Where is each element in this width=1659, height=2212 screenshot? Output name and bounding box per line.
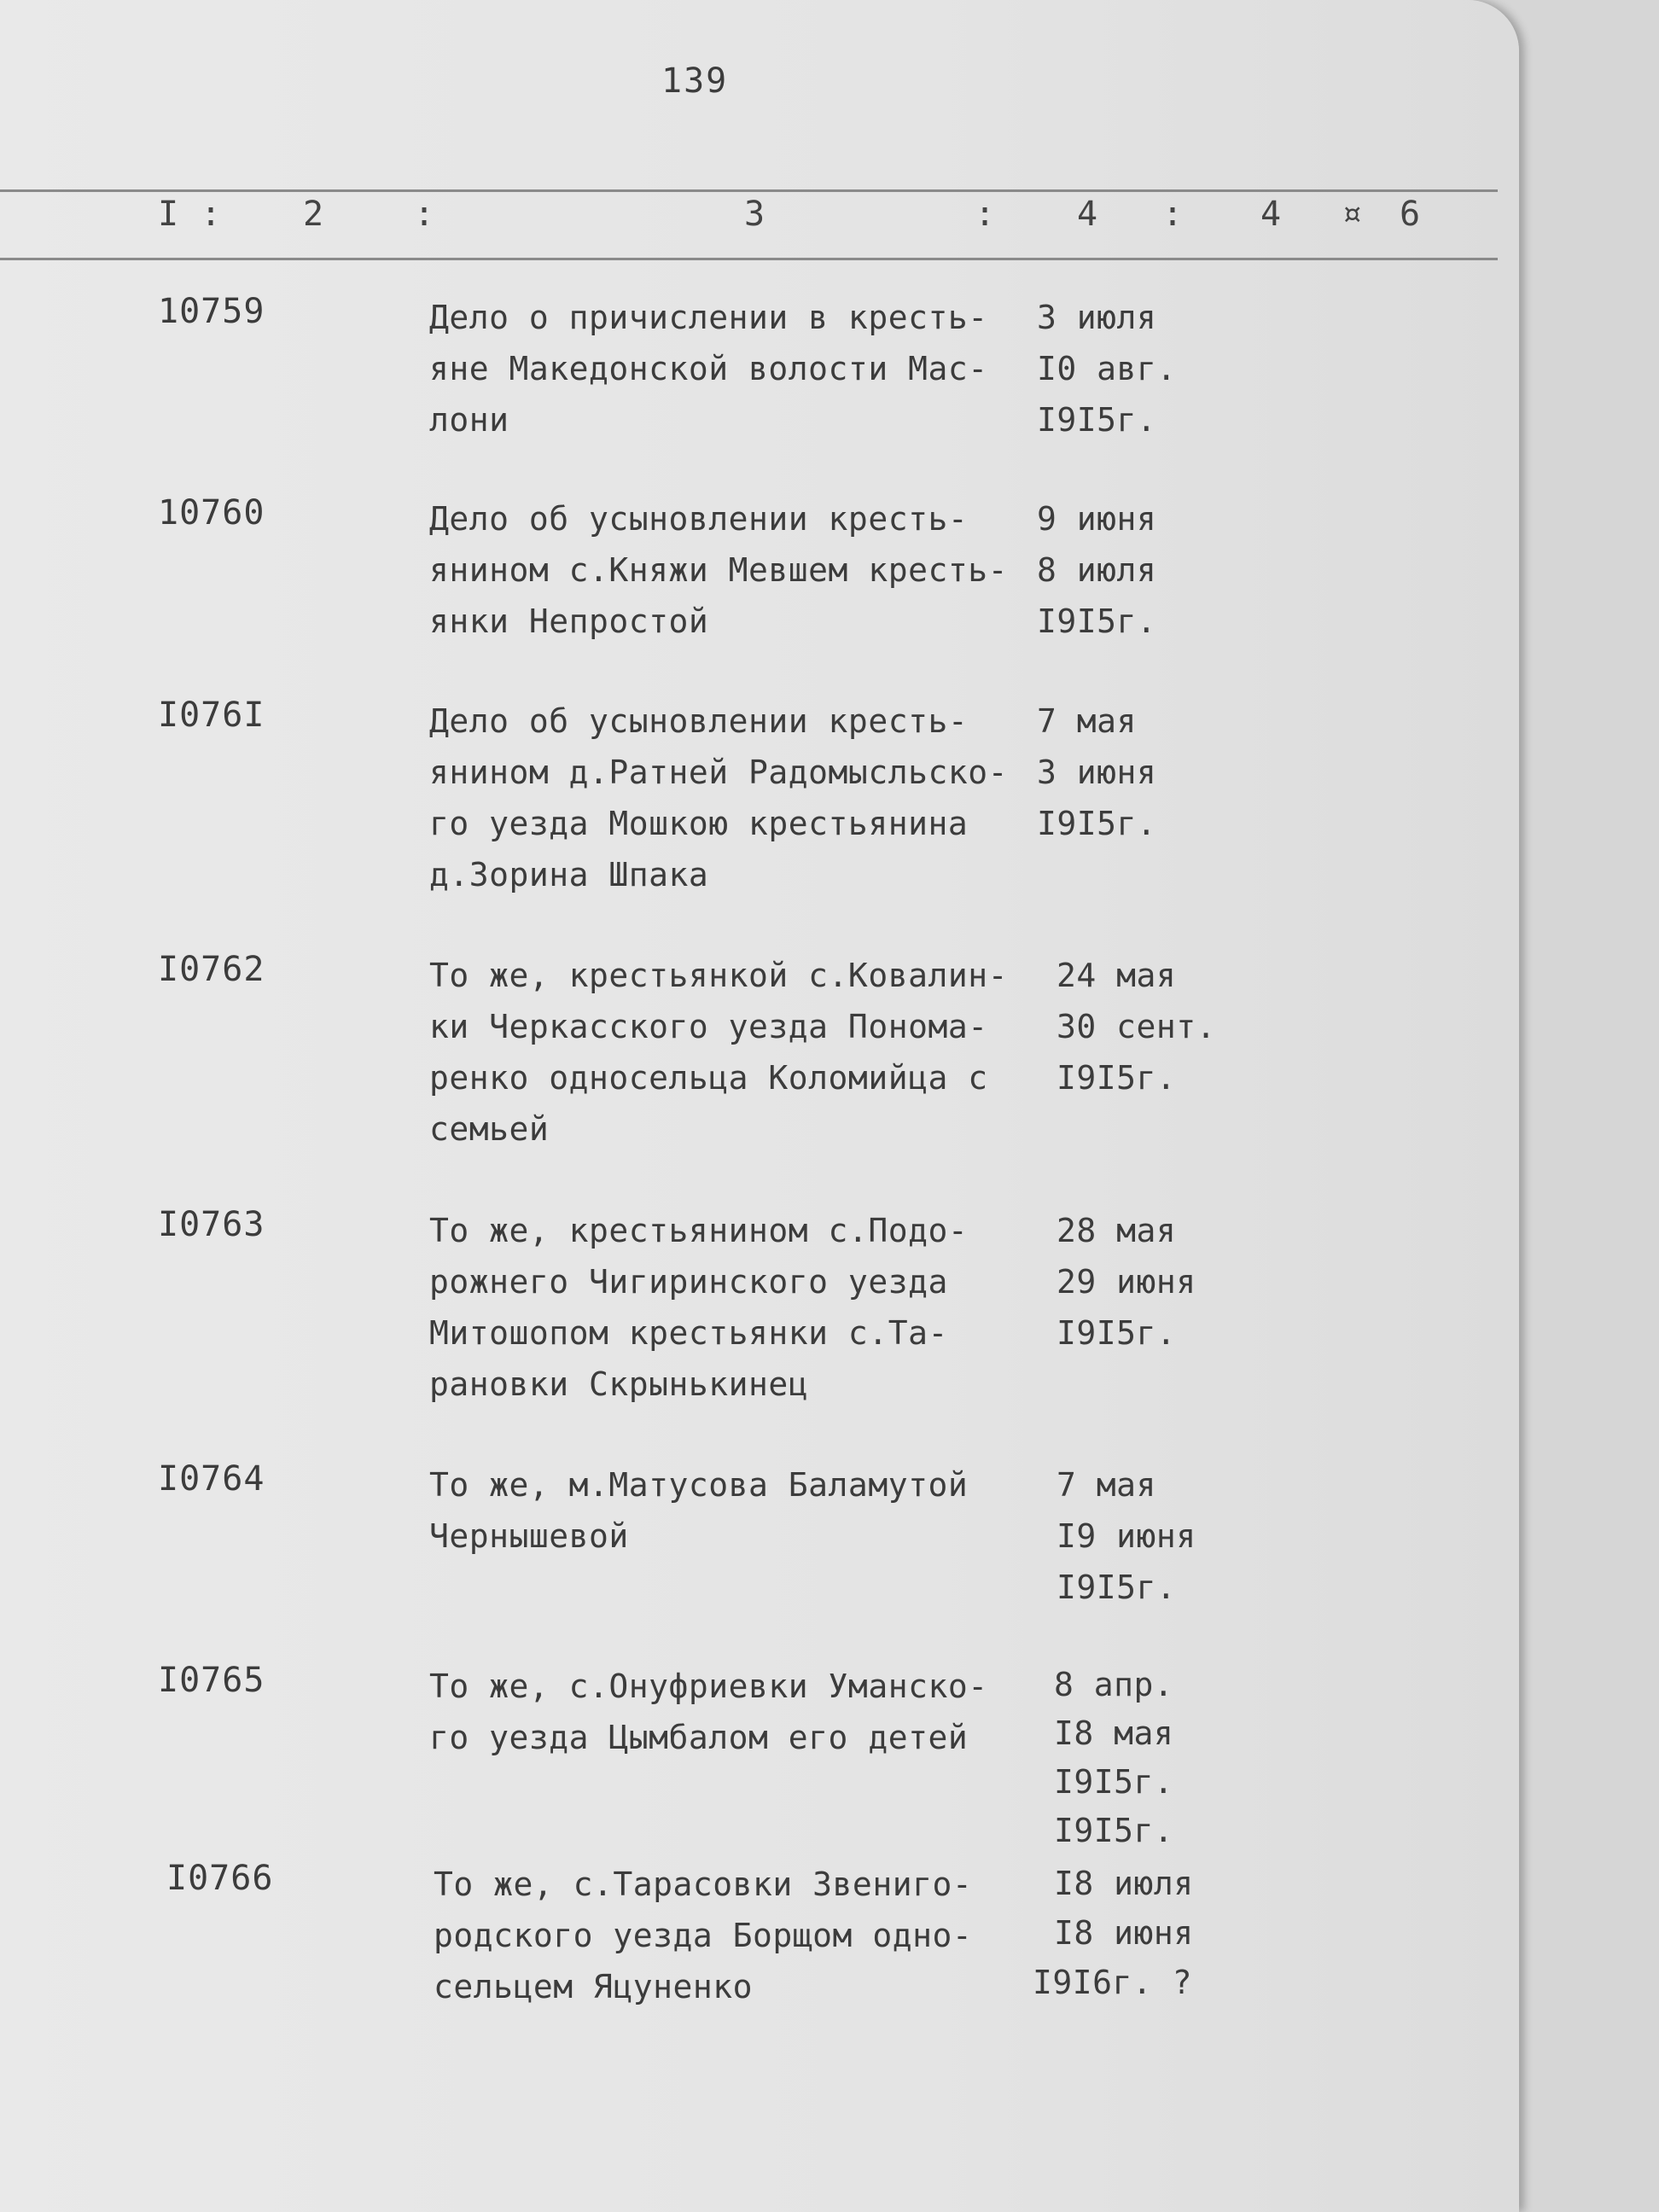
column-separator: : [201, 195, 222, 234]
entry-dates [1037, 493, 1156, 647]
description-line: То же, с.Тарасовки Звениго- [434, 1866, 973, 1903]
date-line: I9I5г. [1037, 602, 1157, 640]
entry-dates [1057, 1459, 1196, 1613]
entry-dates [1033, 1859, 1194, 2007]
description-line: сельцем Яцуненко [434, 1968, 754, 2005]
description-line: ки Черкасского уезда Понома- [429, 1008, 988, 1045]
header-rule-bottom [0, 258, 1498, 260]
date-line: 7 мая [1057, 1466, 1156, 1504]
entry-number: I0762 [158, 950, 265, 989]
date-line: 30 сент. [1057, 1008, 1217, 1045]
entry-number: I0766 [166, 1859, 274, 1898]
page-number: 139 [661, 61, 729, 101]
column-separator: : [414, 195, 435, 234]
date-line: I0 авг. [1037, 350, 1177, 387]
entry-dates [1057, 950, 1216, 1103]
description-line: То же, крестьянином с.Подо- [429, 1212, 969, 1249]
date-line: 3 июля [1037, 299, 1157, 336]
entry-number: I0764 [158, 1459, 265, 1499]
entry-dates [1037, 696, 1156, 849]
description-line: го уезда Мошкою крестьянина [429, 805, 969, 842]
entry-description [434, 1859, 972, 2012]
description-line: янином с.Княжи Мевшем кресть- [429, 551, 1008, 589]
entry-description [429, 1459, 968, 1562]
header-rule-top [0, 189, 1498, 192]
description-line: рожнего Чигиринского уезда [429, 1263, 948, 1301]
date-line: 8 июля [1037, 551, 1157, 589]
description-line: рановки Скрынькинец [429, 1365, 809, 1403]
date-line: I8 июня [1054, 1914, 1194, 1952]
date-line: 8 апр. [1054, 1666, 1174, 1703]
date-line: 9 июня [1037, 500, 1157, 538]
entry-description [429, 696, 1008, 900]
description-line: янином д.Ратней Радомысльско- [429, 754, 1008, 791]
column-separator: ¤ [1342, 195, 1363, 234]
description-line: Дело об усыновлении кресть- [429, 702, 969, 740]
description-line: яне Македонской волости Мас- [429, 350, 988, 387]
description-line: янки Непростой [429, 602, 709, 640]
description-line: Дело об усыновлении кресть- [429, 500, 969, 538]
entry-description [429, 1661, 988, 1763]
description-line: го уезда Цымбалом его детей [429, 1719, 969, 1756]
date-line: I9I5г. [1057, 1569, 1177, 1606]
entry-description [429, 493, 1008, 647]
description-line: Чернышевой [429, 1517, 629, 1555]
date-line: I9I5г. [1054, 1812, 1174, 1849]
date-line: I9I5г. [1037, 805, 1157, 842]
entry-number: I076I [158, 696, 265, 735]
date-line: I9I5г. [1037, 401, 1157, 439]
entry-dates [1054, 1661, 1173, 1855]
date-line: 24 мая [1057, 957, 1177, 994]
date-line: I9I5г. [1057, 1059, 1177, 1097]
description-line: родского уезда Борщом одно- [434, 1917, 973, 1954]
entry-description [429, 1205, 968, 1410]
description-line: То же, м.Матусова Баламутой [429, 1466, 969, 1504]
date-line: 3 июня [1037, 754, 1157, 791]
date-line: 7 мая [1037, 702, 1137, 740]
column-header: 3 [744, 195, 765, 234]
description-line: лони [429, 401, 509, 439]
description-line: То же, с.Онуфриевки Уманско- [429, 1668, 988, 1705]
description-line: д.Зорина Шпака [429, 856, 709, 894]
column-header: I [158, 195, 179, 234]
column-separator: : [1162, 195, 1184, 234]
entry-number: I0765 [158, 1661, 265, 1700]
column-header: 2 [303, 195, 324, 234]
date-line: 29 июня [1057, 1263, 1196, 1301]
date-line: I9I6г. ? [1033, 1964, 1193, 2001]
date-line: I9I5г. [1054, 1763, 1174, 1801]
column-separator: : [975, 195, 996, 234]
column-header: 4 [1077, 195, 1098, 234]
entry-number: 10759 [158, 292, 265, 331]
date-line: I8 мая [1054, 1714, 1174, 1752]
description-line: семьей [429, 1110, 550, 1148]
date-line: 28 мая [1057, 1212, 1177, 1249]
description-line: То же, крестьянкой с.Ковалин- [429, 957, 1008, 994]
entry-dates [1057, 1205, 1196, 1359]
column-header: 6 [1400, 195, 1421, 234]
date-line: I9 июня [1057, 1517, 1196, 1555]
date-line: I9I5г. [1057, 1314, 1177, 1352]
entry-number: 10760 [158, 493, 265, 533]
column-header: 4 [1260, 195, 1282, 234]
description-line: ренко односельца Коломийца с [429, 1059, 988, 1097]
entry-dates [1037, 292, 1177, 445]
entry-description [429, 292, 988, 445]
entry-number: I0763 [158, 1205, 265, 1244]
entry-description [429, 950, 1008, 1155]
date-line: I8 июля [1054, 1865, 1194, 1902]
description-line: Дело о причислении в кресть- [429, 299, 988, 336]
description-line: Митошопом крестьянки с.Та- [429, 1314, 948, 1352]
